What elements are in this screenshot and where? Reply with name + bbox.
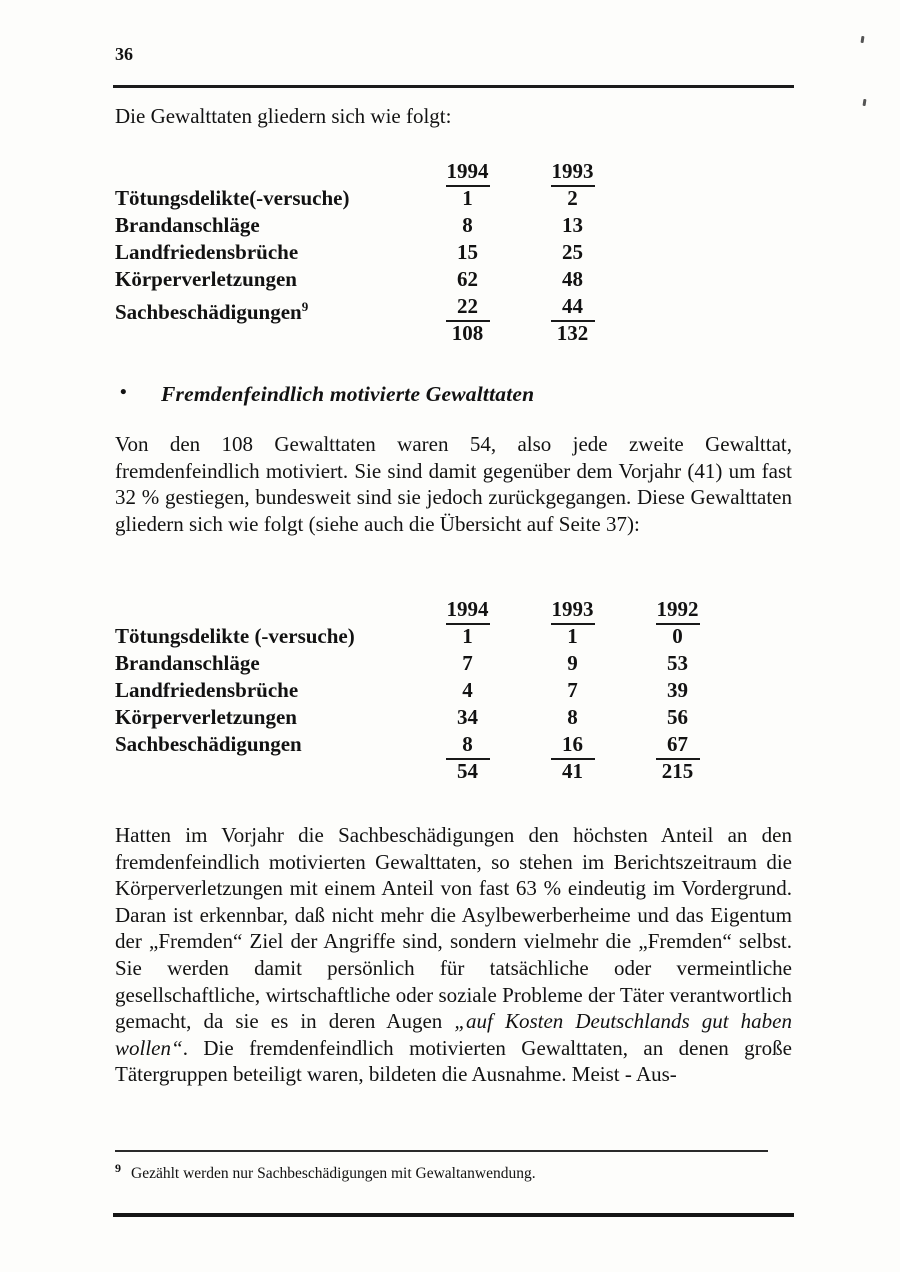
row-label: Tötungsdelikte (-versuche)	[115, 624, 355, 648]
header-spacer	[115, 158, 415, 185]
cell-value: 15	[457, 240, 478, 264]
cell-value: 48	[562, 267, 583, 291]
table-row	[115, 185, 625, 212]
table-header-row	[115, 596, 730, 623]
cell-value: 7	[462, 651, 473, 675]
page-number: 36	[115, 44, 133, 64]
cell-value: 8	[446, 731, 490, 760]
table-row	[115, 266, 625, 293]
scan-artifact	[863, 99, 867, 106]
cell-value: 1	[462, 186, 473, 210]
cell-value: 34	[457, 705, 478, 729]
total-value: 54	[457, 759, 478, 783]
header-spacer	[115, 596, 415, 623]
total-value: 41	[562, 759, 583, 783]
table-fremdenfeindliche-gewalttaten	[115, 596, 730, 785]
column-header-1994: 1994	[446, 158, 490, 187]
footnote	[115, 1161, 536, 1183]
footnote-reference: 9	[301, 299, 309, 314]
row-label: Landfriedensbrüche	[115, 678, 299, 702]
table-row	[115, 650, 730, 677]
cell-value: 4	[462, 678, 473, 702]
cell-value: 44	[551, 293, 595, 322]
cell-value: 16	[551, 731, 595, 760]
row-label: Landfriedensbrüche	[115, 240, 299, 264]
table-total-row	[115, 320, 625, 347]
table-gewalttaten-gesamt	[115, 158, 625, 347]
table-row	[115, 212, 625, 239]
table-row	[115, 731, 730, 758]
table-row	[115, 293, 625, 324]
cell-value: 25	[562, 240, 583, 264]
quoted-phrase: „auf Kosten Deutschlands gut haben wollen“	[115, 1009, 792, 1060]
bullet-icon: •	[120, 382, 127, 403]
table-row	[115, 623, 730, 650]
section-heading	[120, 382, 534, 407]
cell-value: 8	[462, 213, 473, 237]
cell-value: 1	[567, 624, 578, 648]
cell-value: 56	[667, 705, 688, 729]
row-label: Sachbeschädigungen	[115, 732, 302, 756]
scan-artifact	[861, 36, 865, 43]
footnote-marker: 9	[115, 1161, 121, 1175]
cell-value: 53	[667, 651, 688, 675]
cell-value: 39	[667, 678, 688, 702]
total-value: 108	[451, 321, 484, 345]
column-header-1993: 1993	[551, 158, 595, 187]
cell-value: 22	[446, 293, 490, 322]
section-heading-text: Fremdenfeindlich motivierte Gewalttaten	[161, 382, 535, 406]
paragraph-text: Hatten im Vorjahr die Sachbeschädigungen den höchsten Anteil an den fremdenfeindlich motivierten Gewalttaten, so stehen im Berichtszeitraum die Körperverletzungen mit einem Anteil von fast 63 % eindeutig im Vordergrund. Daran ist erkennbar, daß nicht mehr die Asylbewerberheime und das Eigentum der „Fremden“ Ziel der Angriffe sind, sondern vielmehr die „Fremden“ selbst. Sie werden damit persönlich für tatsächliche oder vermeintliche gesellschaftliche, wirtschaftliche oder soziale Probleme der Täter verantwortlich gemacht, da sie es in deren Augen	[115, 823, 792, 1034]
header-rule	[113, 85, 794, 88]
table-row	[115, 677, 730, 704]
column-header-1992: 1992	[656, 596, 700, 625]
cell-value: 0	[672, 624, 683, 648]
cell-value: 62	[457, 267, 478, 291]
cell-value: 9	[567, 651, 578, 675]
cell-value: 2	[567, 186, 578, 210]
row-label: Brandanschläge	[115, 213, 260, 237]
row-label: Körperverletzungen	[115, 705, 297, 729]
table-row	[115, 239, 625, 266]
footnote-text: Gezählt werden nur Sachbeschädigungen mit Gewaltanwendung.	[131, 1165, 536, 1183]
cell-value: 1	[462, 624, 473, 648]
column-header-1993: 1993	[551, 596, 595, 625]
row-label: Brandanschläge	[115, 651, 260, 675]
row-label: Tötungsdelikte(-versuche)	[115, 186, 350, 210]
bottom-rule	[113, 1213, 794, 1217]
table-total-row	[115, 758, 730, 785]
cell-value: 8	[567, 705, 578, 729]
table-header-row	[115, 158, 625, 185]
intro-sentence: Die Gewalttaten gliedern sich wie folgt:	[115, 104, 452, 128]
paragraph-analyse	[115, 822, 792, 1088]
cell-value: 13	[562, 213, 583, 237]
table-row	[115, 704, 730, 731]
cell-value: 7	[567, 678, 578, 702]
total-value: 215	[661, 759, 694, 783]
column-header-1994: 1994	[446, 596, 490, 625]
total-value: 132	[556, 321, 589, 345]
paragraph-fremdenfeindlich: Von den 108 Gewalttaten waren 54, also jede zweite Gewalttat, fremdenfeindlich motiviert. Sie sind damit gegenüber dem Vorjahr (41) um fast 32 % gestiegen, bundesweit sind sie jedoch zurückgegangen. Diese Gewalttaten gliedern sich wie folgt (siehe auch die Übersicht auf Seite 37):	[115, 432, 792, 536]
paragraph-text: . Die fremdenfeindlich motivierten Gewalttaten, an denen große Tätergruppen beteiligt waren, bildeten die Ausnahme. Meist - Aus-	[115, 1035, 792, 1087]
row-label: Körperverletzungen	[115, 267, 297, 291]
row-label: Sachbeschädigungen$^9$	[115, 299, 309, 324]
footnote-rule	[115, 1150, 768, 1152]
cell-value: 67	[656, 731, 700, 760]
